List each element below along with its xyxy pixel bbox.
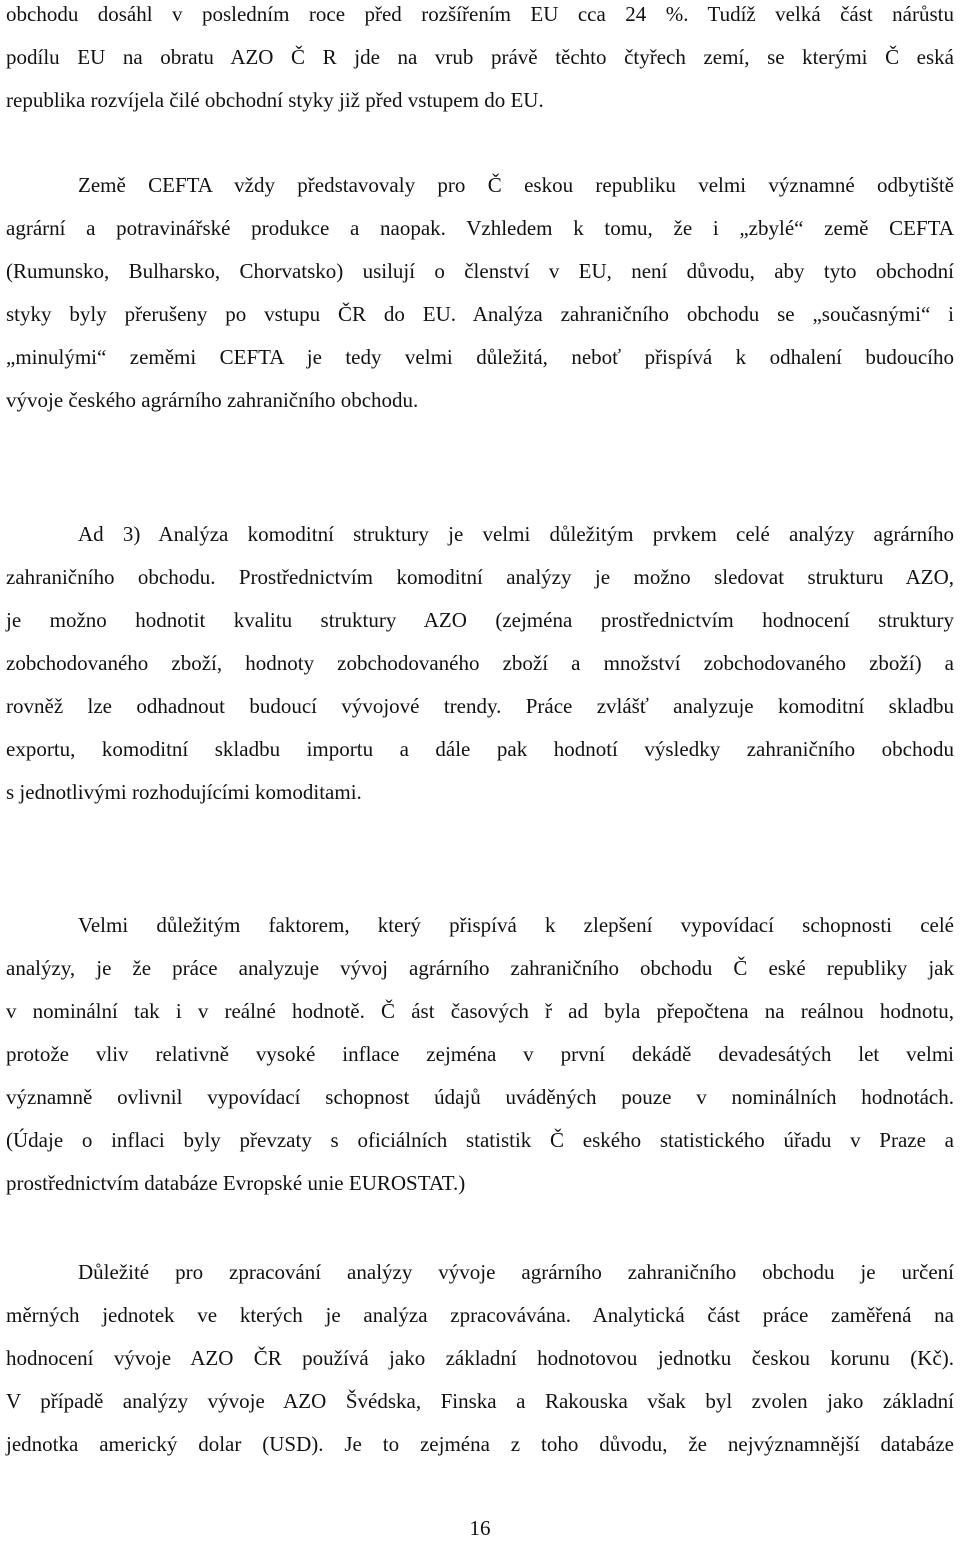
text-line: v nominální tak i v reálné hodnotě. Č ást časových ř ad byla přepočtena na reálnou hodnotu, — [6, 999, 954, 1023]
text-line: V případě analýzy vývoje AZO Švédska, Finska a Rakouska však byl zvolen jako základní — [6, 1389, 954, 1413]
text-line: jednotka americký dolar (USD). Je to zejména z toho důvodu, že nejvýznamnější databáze — [6, 1432, 954, 1456]
text-line: hodnocení vývoje AZO ČR používá jako základní hodnotovou jednotku českou korunu (Kč). — [6, 1346, 954, 1370]
text-line: vývoje českého agrárního zahraničního obchodu. — [6, 388, 419, 412]
text-line: významně ovlivnil vypovídací schopnost údajů uváděných pouze v nominálních hodnotách. — [6, 1085, 954, 1109]
text-line: rovněž lze odhadnout budoucí vývojové trendy. Práce zvlášť analyzuje komoditní skladbu — [6, 694, 954, 718]
text-line: Důležité pro zpracování analýzy vývoje agrárního zahraničního obchodu je určení — [78, 1260, 954, 1284]
text-line: Ad 3) Analýza komoditní struktury je velmi důležitým prvkem celé analýzy agrárního — [78, 522, 954, 546]
text-line: obchodu dosáhl v posledním roce před rozšířením EU cca 24 %. Tudíž velká část nárůstu — [6, 2, 954, 26]
text-line: Velmi důležitým faktorem, který přispívá k zlepšení vypovídací schopnosti celé — [78, 913, 954, 937]
text-line: zobchodovaného zboží, hodnoty zobchodovaného zboží a množství zobchodovaného zboží) a — [6, 651, 954, 675]
text-line: Země CEFTA vždy představovaly pro Č eskou republiku velmi významné odbytiště — [78, 173, 954, 197]
text-line: (Rumunsko, Bulharsko, Chorvatsko) usilují o členství v EU, není důvodu, aby tyto obchodní — [6, 259, 954, 283]
text-line: republika rozvíjela čilé obchodní styky již před vstupem do EU. — [6, 88, 544, 112]
text-line: prostřednictvím databáze Evropské unie EUROSTAT.) — [6, 1171, 466, 1195]
text-line: je možno hodnotit kvalitu struktury AZO (zejména prostřednictvím hodnocení struktury — [6, 608, 954, 632]
text-line: protože vliv relativně vysoké inflace zejména v první dekádě devadesátých let velmi — [6, 1042, 954, 1066]
text-line: s jednotlivými rozhodujícími komoditami. — [6, 780, 362, 804]
text-line: „minulými“ zeměmi CEFTA je tedy velmi důležitá, neboť přispívá k odhalení budoucího — [6, 345, 954, 369]
text-line: měrných jednotek ve kterých je analýza zpracovávána. Analytická část práce zaměřená na — [6, 1303, 954, 1327]
text-line: zahraničního obchodu. Prostřednictvím komoditní analýzy je možno sledovat strukturu AZO, — [6, 565, 954, 589]
text-line: (Údaje o inflaci byly převzaty s oficiálních statistik Č eského statistického úřadu v Praze a — [6, 1128, 954, 1152]
text-line: styky byly přerušeny po vstupu ČR do EU. Analýza zahraničního obchodu se „současnými“ i — [6, 302, 954, 326]
text-line: podílu EU na obratu AZO Č R jde na vrub právě těchto čtyřech zemí, se kterými Č eská — [6, 45, 954, 69]
text-line: agrární a potravinářské produkce a naopak. Vzhledem k tomu, že i „zbylé“ země CEFTA — [6, 216, 954, 240]
text-line: exportu, komoditní skladbu importu a dále pak hodnotí výsledky zahraničního obchodu — [6, 737, 954, 761]
page-number: 16 — [469, 1516, 491, 1540]
text-line: analýzy, je že práce analyzuje vývoj agrárního zahraničního obchodu Č eské republiky jak — [6, 956, 954, 980]
